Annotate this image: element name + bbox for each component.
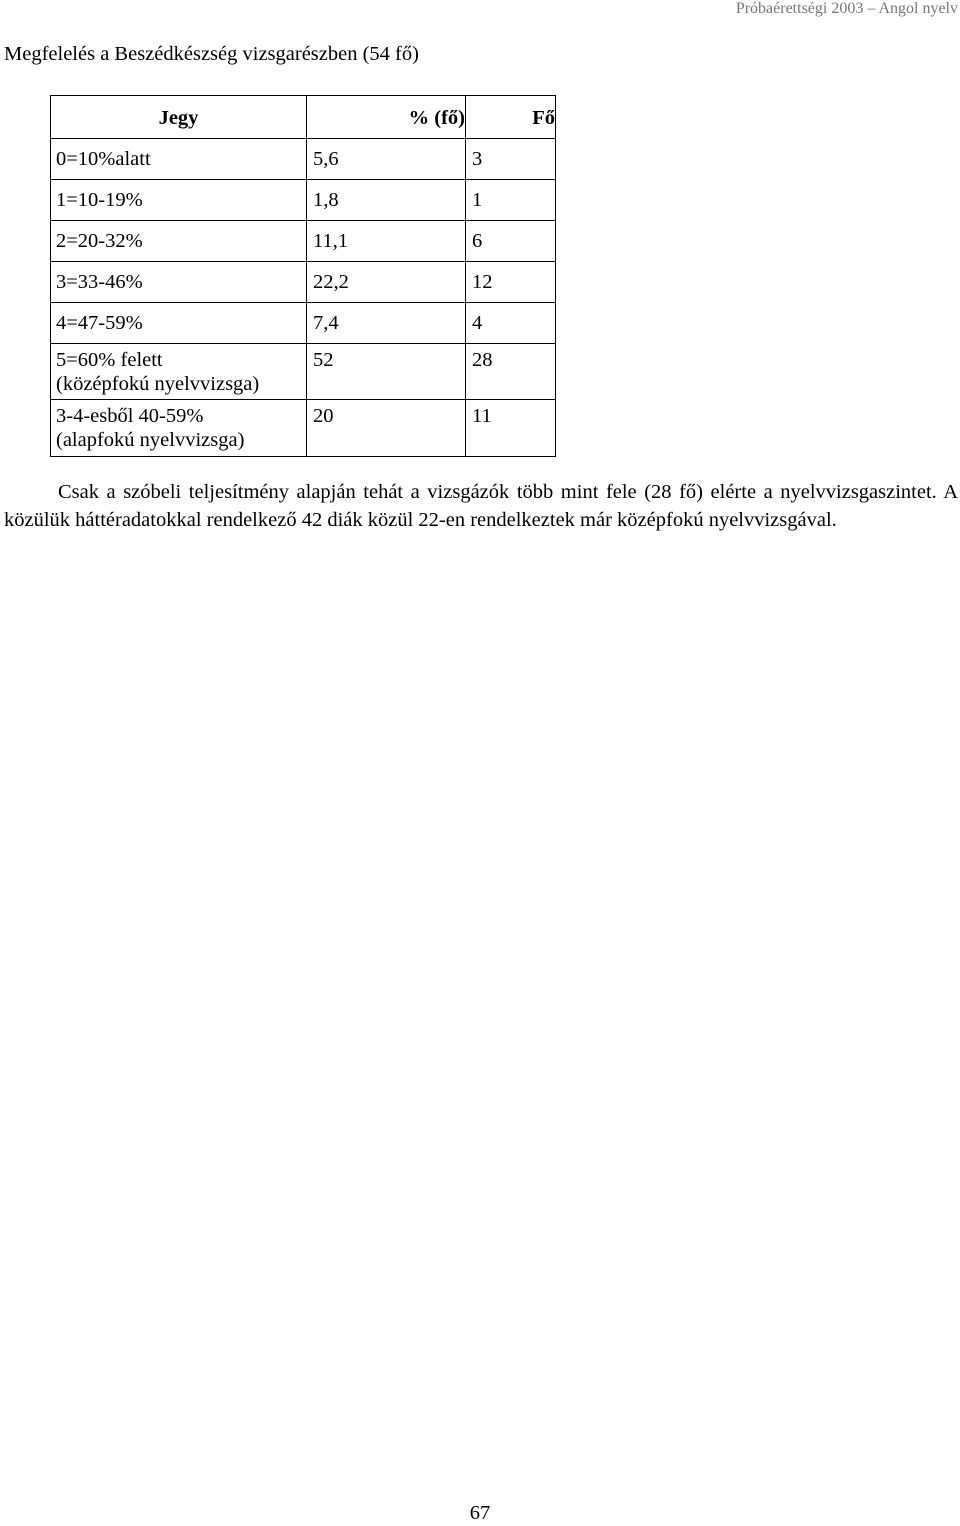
percent-cell: 5,6	[307, 139, 466, 180]
table-row	[51, 344, 556, 400]
grade-note: (középfokú nyelvvizsga)	[56, 373, 260, 395]
percent-cell: 11,1	[307, 221, 466, 262]
grade-line: 5=60% felett	[56, 349, 163, 371]
column-header-count: Fő	[466, 96, 556, 139]
page-number: 67	[469, 1502, 491, 1524]
count-cell: 12	[466, 262, 556, 303]
column-header-grade: Jegy	[51, 96, 307, 139]
percent-cell: 1,8	[307, 180, 466, 221]
percent-cell: 52	[307, 344, 466, 400]
column-header-percent: % (fő)	[307, 96, 466, 139]
running-header: Próbaérettségi 2003 – Angol nyelv	[735, 0, 958, 17]
grade-cell: 3=33-46%	[51, 262, 307, 303]
percent-cell: 22,2	[307, 262, 466, 303]
count-cell: 3	[466, 139, 556, 180]
table-row	[51, 303, 556, 344]
percent-cell: 7,4	[307, 303, 466, 344]
count-cell: 1	[466, 180, 556, 221]
grade-cell: 0=10%alatt	[51, 139, 307, 180]
grade-cell: 4=47-59%	[51, 303, 307, 344]
grade-note: (alapfokú nyelvvizsga)	[56, 429, 245, 451]
table-row	[51, 262, 556, 303]
count-cell: 11	[466, 400, 556, 457]
table-header-row	[51, 96, 556, 139]
count-cell: 28	[466, 344, 556, 400]
table-row	[51, 221, 556, 262]
grade-cell	[51, 344, 307, 400]
summary-paragraph: Csak a szóbeli teljesítmény alapján tehát a vizsgázók több mint fele (28 fő) elérte a nyelvvizsgaszintet. A közülük háttéradatokkal rendelkező 42 diák közül 22-en rendelkeztek már középfokú nyelvvizsgával.	[4, 481, 958, 531]
percent-cell: 20	[307, 400, 466, 457]
grade-line: 3-4-esből 40-59%	[56, 405, 204, 427]
count-cell: 4	[466, 303, 556, 344]
table-row	[51, 139, 556, 180]
section-title: Megfelelés a Beszédkészség vizsgarészben (54 fő)	[4, 43, 419, 65]
table-row	[51, 400, 556, 457]
grade-cell: 1=10-19%	[51, 180, 307, 221]
results-table	[50, 95, 556, 457]
grade-cell: 2=20-32%	[51, 221, 307, 262]
count-cell: 6	[466, 221, 556, 262]
grade-cell	[51, 400, 307, 457]
table-row	[51, 180, 556, 221]
